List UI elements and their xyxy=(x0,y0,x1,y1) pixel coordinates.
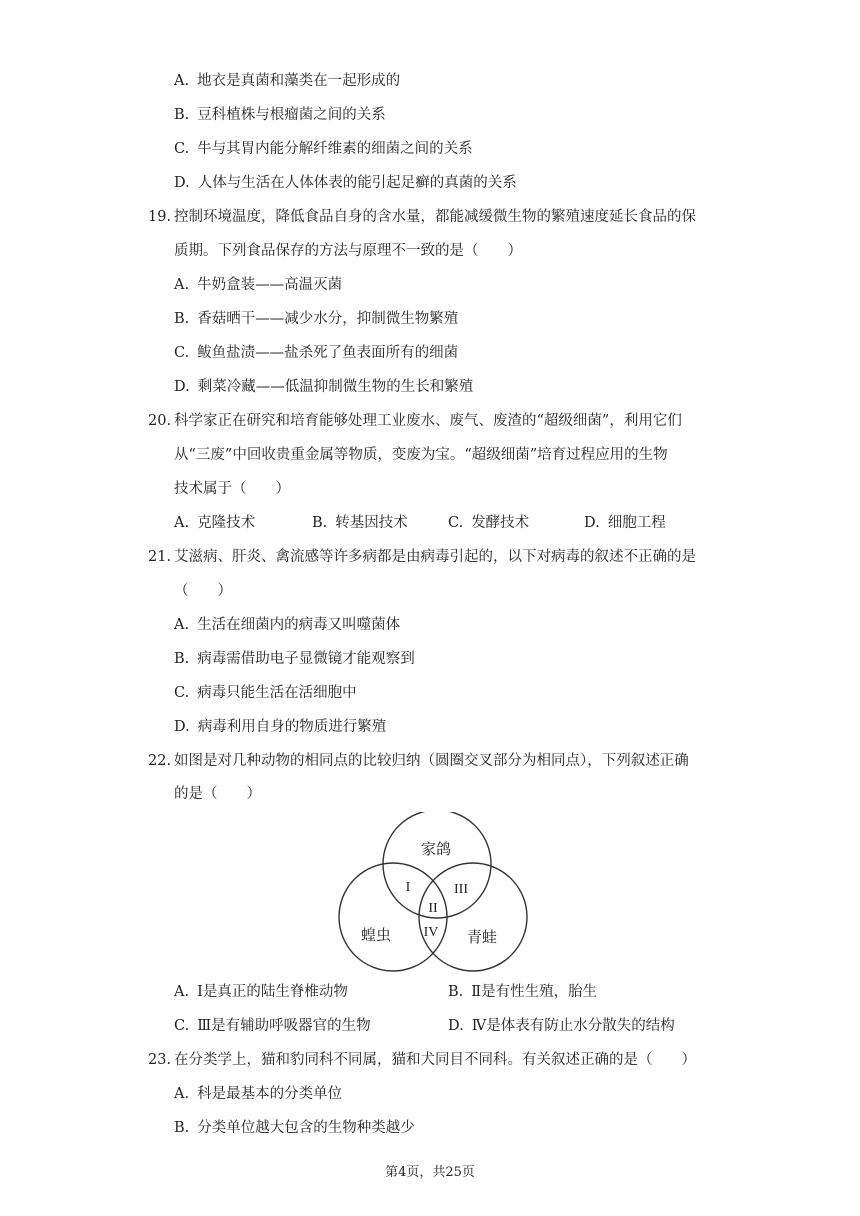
option-text: Ⅳ是体表有防止水分散失的结构 xyxy=(471,1018,675,1034)
option-letter: B. xyxy=(174,107,190,123)
question-number: 21. xyxy=(148,549,172,565)
venn-diagram-svg xyxy=(330,812,530,974)
option-letter: C. xyxy=(174,345,190,361)
q21-option-c xyxy=(174,683,357,703)
q21-option-a xyxy=(174,615,400,635)
q22-option-c xyxy=(174,1016,371,1036)
option-text: 生活在细菌内的病毒又叫噬菌体 xyxy=(197,617,401,633)
option-letter: D. xyxy=(174,719,190,735)
option-text: 病毒只能生活在活细胞中 xyxy=(197,685,357,701)
option-letter: A. xyxy=(174,73,190,89)
frog-label: 青蛙 xyxy=(466,928,498,946)
option-text: Ⅲ是有辅助呼吸器官的生物 xyxy=(197,1018,371,1034)
option-text: 地衣是真菌和藻类在一起形成的 xyxy=(197,73,401,89)
option-text: 病毒利用自身的物质进行繁殖 xyxy=(197,719,387,735)
question-number: 23. xyxy=(148,1052,172,1068)
q19-option-d xyxy=(174,377,473,397)
question-text-line: 从“三废”中回收贵重金属等物质，变废为宝。“超级细菌”培育过程应用的生物 xyxy=(174,447,668,463)
option-letter: B. xyxy=(448,984,464,1000)
option-text: 细胞工程 xyxy=(607,515,666,531)
question-text-line: 如图是对几种动物的相同点的比较归纳（圆圈交叉部分为相同点），下列叙述正确 xyxy=(174,753,689,769)
option-letter: C. xyxy=(448,515,464,531)
q23-option-b xyxy=(174,1118,415,1138)
q19-option-b xyxy=(174,309,458,329)
venn-diagram xyxy=(330,812,530,974)
pigeon-label: 家鸽 xyxy=(420,840,452,858)
option-letter: A. xyxy=(174,984,190,1000)
option-text: 牛与其胃内能分解纤维素的细菌之间的关系 xyxy=(197,141,473,157)
option-text: Ⅰ是真正的陆生脊椎动物 xyxy=(197,984,348,1000)
option-text: 牛奶盒装——高温灭菌 xyxy=(197,277,343,293)
region-4-label: IV xyxy=(423,925,439,940)
q18-option-b xyxy=(174,105,386,125)
region-2-label: II xyxy=(428,901,438,916)
q20-option-a xyxy=(174,513,255,533)
option-text: 香菇晒干——减少水分，抑制微生物繁殖 xyxy=(197,311,459,327)
option-text: 转基因技术 xyxy=(335,515,408,531)
region-1-label: I xyxy=(405,880,411,895)
question-text-line: 艾滋病、肝炎、禽流感等许多病都是由病毒引起的，以下对病毒的叙述不正确的是 xyxy=(174,549,696,565)
q18-option-a xyxy=(174,71,400,91)
option-text: 豆科植株与根瘤菌之间的关系 xyxy=(197,107,386,123)
frog-circle xyxy=(419,863,527,971)
option-letter: B. xyxy=(174,651,190,667)
option-text: 科是最基本的分类单位 xyxy=(197,1086,343,1102)
page-footer: 第4页，共25页 xyxy=(385,1165,475,1180)
q21-option-d xyxy=(174,717,386,737)
option-letter: A. xyxy=(174,617,190,633)
question-text-line: 的是（ ） xyxy=(174,786,261,802)
option-letter: A. xyxy=(174,515,190,531)
option-letter: C. xyxy=(174,685,190,701)
option-text: 发酵技术 xyxy=(471,515,530,531)
option-text: Ⅱ是有性生殖，胎生 xyxy=(471,984,598,1000)
question-number: 20. xyxy=(148,413,172,429)
q22-option-b xyxy=(448,982,597,1002)
q20-option-b xyxy=(312,513,408,533)
option-letter: D. xyxy=(584,515,600,531)
option-text: 病毒需借助电子显微镜才能观察到 xyxy=(197,651,415,667)
q22-option-d xyxy=(448,1016,675,1036)
q23-option-a xyxy=(174,1084,342,1104)
option-text: 分类单位越大包含的生物种类越少 xyxy=(197,1120,415,1136)
q22-option-a xyxy=(174,982,348,1002)
option-letter: D. xyxy=(174,175,190,191)
q19-option-a xyxy=(174,275,342,295)
q20-option-c xyxy=(448,513,529,533)
option-letter: A. xyxy=(174,1086,190,1102)
locust-label: 蝗虫 xyxy=(360,926,392,944)
option-letter: D. xyxy=(448,1018,464,1034)
question-text-line: 技术属于（ ） xyxy=(174,481,290,497)
option-letter: C. xyxy=(174,141,190,157)
option-text: 人体与生活在人体体表的能引起足癣的真菌的关系 xyxy=(197,175,517,191)
question-text-line: 质期。下列食品保存的方法与原理不一致的是（ ） xyxy=(174,243,522,259)
option-letter: A. xyxy=(174,277,190,293)
q18-option-c xyxy=(174,139,473,159)
q19-option-c xyxy=(174,343,458,363)
option-letter: C. xyxy=(174,1018,190,1034)
q21-option-b xyxy=(174,649,415,669)
option-letter: B. xyxy=(174,311,190,327)
option-text: 克隆技术 xyxy=(197,515,256,531)
option-text: 鲅鱼盐渍——盐杀死了鱼表面所有的细菌 xyxy=(197,345,459,361)
question-text-line: （ ） xyxy=(174,583,232,599)
option-letter: B. xyxy=(174,1120,190,1136)
question-number: 19. xyxy=(148,209,172,225)
question-number: 22. xyxy=(148,753,172,769)
option-letter: B. xyxy=(312,515,328,531)
q20-option-d xyxy=(584,513,666,533)
option-text: 剩菜冷藏——低温抑制微生物的生长和繁殖 xyxy=(197,379,474,395)
question-text-line: 控制环境温度，降低食品自身的含水量，都能减缓微生物的繁殖速度延长食品的保 xyxy=(174,209,696,225)
option-letter: D. xyxy=(174,379,190,395)
region-3-label: III xyxy=(454,882,468,897)
question-text-line: 在分类学上，猫和豹同科不同属，猫和犬同目不同科。有关叙述正确的是（ ） xyxy=(174,1052,696,1068)
q18-option-d xyxy=(174,173,517,193)
question-text-line: 科学家正在研究和培育能够处理工业废水、废气、废渣的“超级细菌”，利用它们 xyxy=(174,413,682,429)
